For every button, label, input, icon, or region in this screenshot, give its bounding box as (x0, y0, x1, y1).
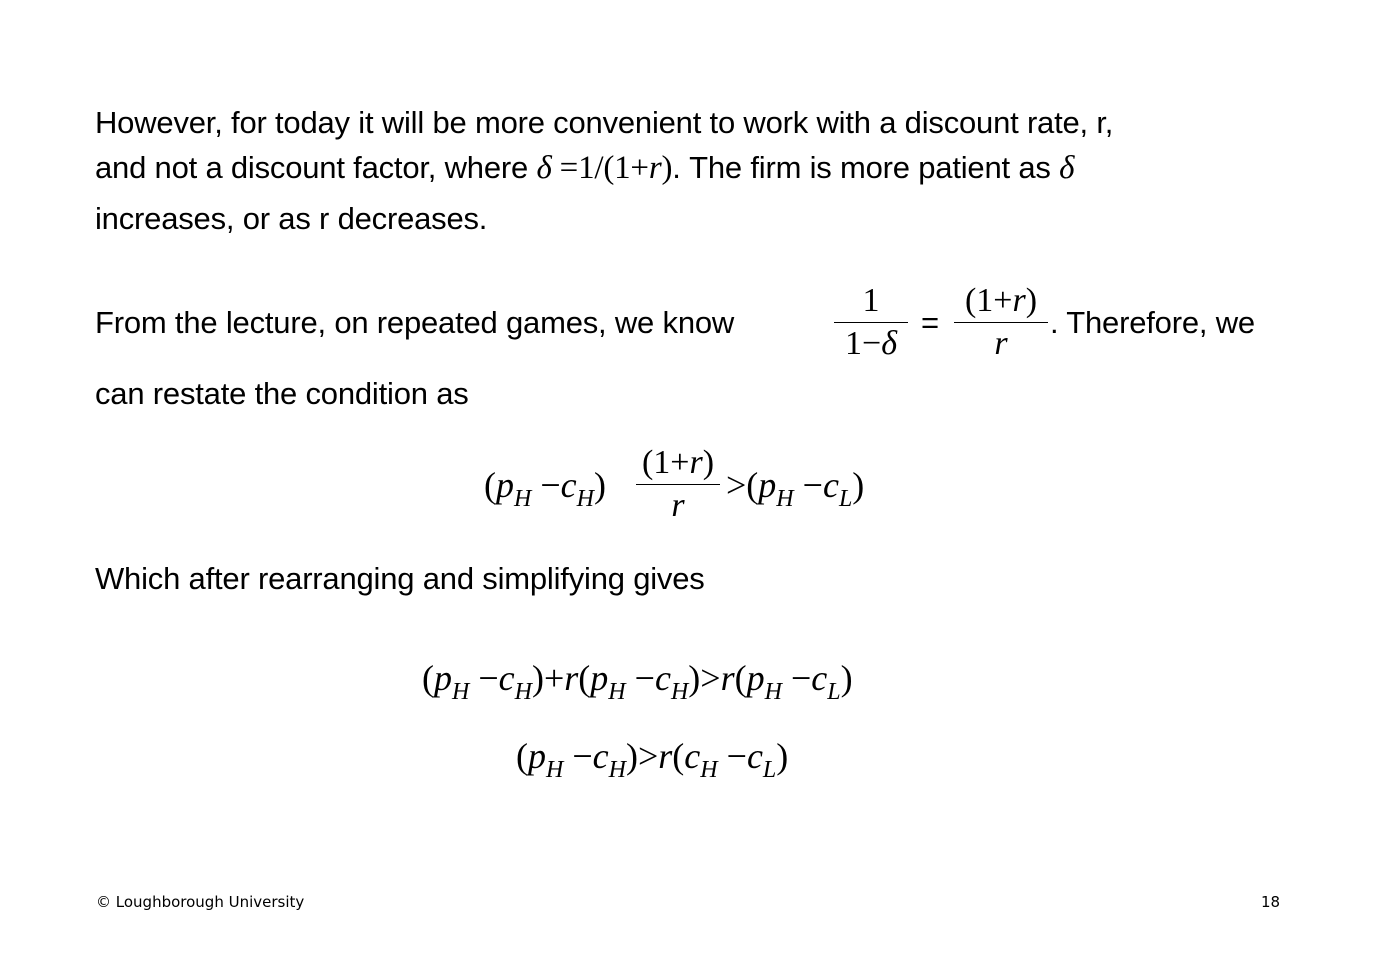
equation-1-fraction (636, 446, 720, 523)
equation-1-left: $(p_H -c_H)$ (484, 465, 606, 512)
fraction-numerator: (1+r) (641, 444, 715, 481)
fraction-numerator: (1+r) (964, 282, 1038, 319)
equation-3: $(p_H -c_H)>r(c_H -c_L)$ (516, 736, 789, 783)
fraction-one-plus-r-over-r (954, 284, 1048, 361)
paragraph-3: Which after rearranging and simplifying gives (95, 561, 705, 596)
paragraph-1-line-2-suffix: . The firm is more patient as (672, 150, 1060, 185)
paragraph-1-line-1: However, for today it will be more convenient to work with a discount rate, r, (95, 105, 1114, 140)
delta-symbol: δ (1059, 150, 1075, 186)
equation-2: $(p_H -c_H)+r(p_H -c_H)>r(p_H -c_L)$ (422, 658, 853, 705)
footer-copyright: © Loughborough University (96, 893, 305, 911)
delta-definition-math: δ =1/(1+r) (536, 150, 673, 186)
fraction-bar (636, 484, 720, 485)
equals-sign: = (921, 305, 939, 340)
paragraph-2-line-1-prefix: From the lecture, on repeated games, we know (95, 305, 735, 340)
fraction-denominator: r (671, 487, 685, 524)
equation-1-right: $>(p_H -c_L)$ (726, 465, 865, 512)
paragraph-2-line-1-suffix: . Therefore, we (1050, 305, 1255, 340)
paragraph-1-line-3: increases, or as r decreases. (95, 201, 488, 236)
paragraph-1-line-2-prefix: and not a discount factor, where (95, 150, 537, 185)
fraction-denominator: r (994, 325, 1008, 362)
fraction-numerator: 1 (862, 282, 880, 319)
fraction-denominator: 1−δ (845, 325, 897, 362)
fraction-bar (834, 322, 908, 323)
paragraph-2-line-2: can restate the condition as (95, 376, 469, 411)
fraction-one-over-one-minus-delta (834, 284, 908, 361)
fraction-bar (954, 322, 1048, 323)
paragraph-1-line-2 (95, 152, 1074, 185)
page-number: 18 (1261, 893, 1281, 911)
